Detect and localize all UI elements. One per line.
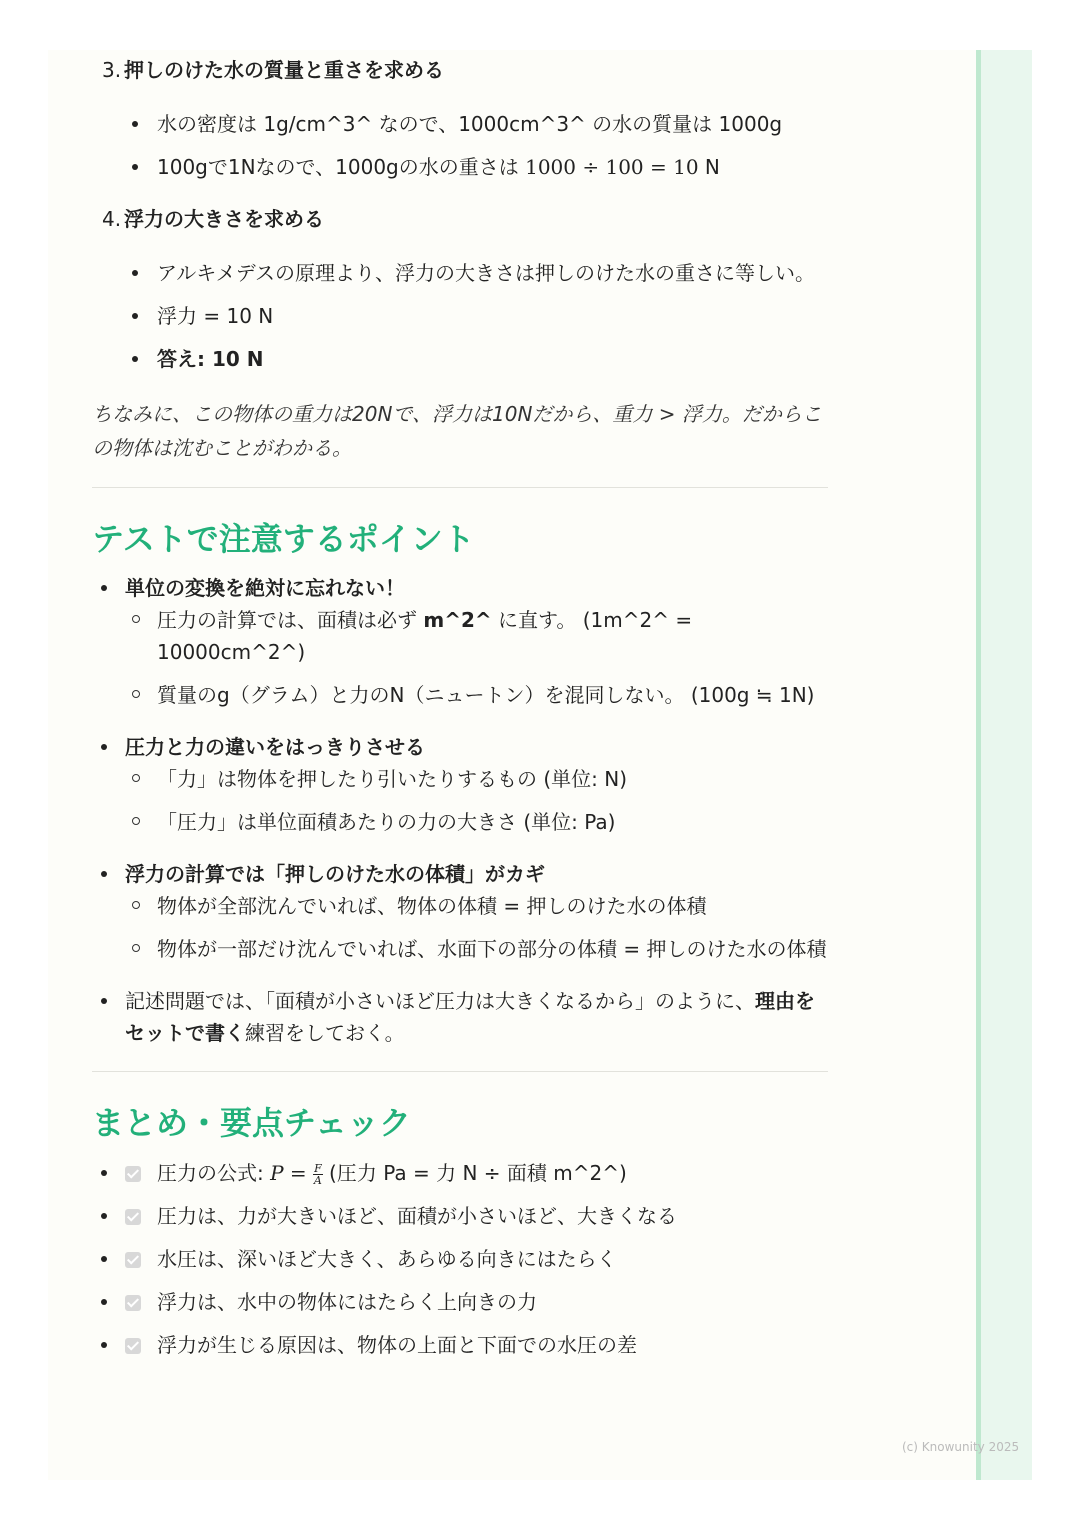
summary-item-4 [92,1329,828,1361]
summary-item-formula [92,1157,828,1189]
test-point-3-sub-1: 物体が全部沈んでいれば、物体の体積 = 押しのけた水の体積 [92,890,828,922]
step-3-number: 3. [102,58,122,82]
checkbox-checked-icon [125,1295,141,1311]
formula-equals: = [283,1160,314,1185]
test-point-4-bold: 理由をセットで書く [125,989,815,1046]
step-3-bullet-2-unit: N [698,155,720,179]
step-3-bullet-1: 水の密度は 1g/cm^3^ なので、1000cm^3^ の水の質量は 1000g [92,108,828,140]
test-point-1-sub-1-pre: 圧力の計算では、面積は必ず [157,608,424,633]
step-3-bullet-2-text: 100gで1Nなので、1000gの水の重さは [157,155,519,179]
summary-item-3-text: 浮力は、水中の物体にはたらく上向きの力 [157,1289,537,1314]
test-point-2-sub-1: 「力」は物体を押したり引いたりするもの (単位: N) [92,763,828,795]
step-4-bullet-2: 浮力 = 10 N [92,300,828,332]
step-4-bullet-1: アルキメデスの原理より、浮力の大きさは押しのけた水の重さに等しい。 [92,257,828,289]
formula-denominator: A [313,1173,322,1187]
step-3-bullet-2 [92,151,828,183]
test-point-1-sub-1-bold: m^2^ [423,608,492,633]
formula-label: 圧力の公式: [157,1160,271,1185]
formula-numerator: F [314,1161,322,1175]
test-point-3-title: 浮力の計算では「押しのけた水の体積」がカギ [92,858,828,890]
step-3-bullet-2-math: 1000 ÷ 100 = 10 [525,155,699,179]
step-3-heading [92,54,828,86]
formula-lhs: P [270,1160,284,1185]
test-point-3-sub-2: 物体が一部だけ沈んでいれば、水面下の部分の体積 = 押しのけた水の体積 [92,933,828,965]
formula-description: (圧力 Pa = 力 N ÷ 面積 m^2^) [322,1160,627,1185]
divider-1 [92,487,828,488]
test-point-1-sub-1-post: に直す。 (1m^2^ = 10000cm^2^) [157,608,693,665]
sinking-note: ちなみに、この物体の重力は20Nで、浮力は10Nだから、重力 > 浮力。だからこの物体は沈むことがわかる。 [92,402,822,460]
summary-item-2 [92,1243,828,1275]
summary-item-1-text: 圧力は、力が大きいほど、面積が小さいほど、大きくなる [157,1203,677,1228]
divider-2 [92,1071,828,1072]
right-sidebar-strip [976,50,1032,1480]
summary-item-3 [92,1286,828,1318]
checkbox-checked-icon [125,1166,141,1182]
test-point-1-sub-1 [92,604,828,668]
section-heading-summary: まとめ・要点チェック [92,1104,412,1143]
step-4-title: 浮力の大きさを求める [124,207,324,231]
copyright-footer: (c) Knowunity 2025 [902,1440,1020,1454]
step-3-title: 押しのけた水の質量と重さを求める [124,58,444,82]
section-heading-test-points: テストで注意するポイント [92,520,475,558]
step-4-number: 4. [102,207,122,231]
document-content [92,50,828,1361]
summary-item-1 [92,1200,828,1232]
checkbox-checked-icon [125,1338,141,1354]
test-point-1-title: 単位の変換を絶対に忘れない！ [92,572,828,604]
formula-fraction [313,1163,323,1186]
step-4-heading [92,203,828,235]
step-4-answer: 答え: 10 N [92,343,828,375]
summary-item-4-text: 浮力が生じる原因は、物体の上面と下面での水圧の差 [157,1332,637,1357]
test-point-4-pre: 記述問題では、「面積が小さいほど圧力は大きくなるから」のように、 [125,989,755,1014]
test-point-2-title: 圧力と力の違いをはっきりさせる [92,731,828,763]
checkbox-checked-icon [125,1252,141,1268]
test-point-4 [92,985,828,1049]
test-point-2-sub-2: 「圧力」は単位面積あたりの力の大きさ (単位: Pa) [92,806,828,838]
test-point-4-post: 練習をしておく。 [245,1021,405,1046]
summary-item-2-text: 水圧は、深いほど大きく、あらゆる向きにはたらく [157,1246,617,1271]
checkbox-checked-icon [125,1209,141,1225]
test-point-1-sub-2: 質量のg（グラム）と力のN（ニュートン）を混同しない。 (100g ≒ 1N) [92,679,828,711]
